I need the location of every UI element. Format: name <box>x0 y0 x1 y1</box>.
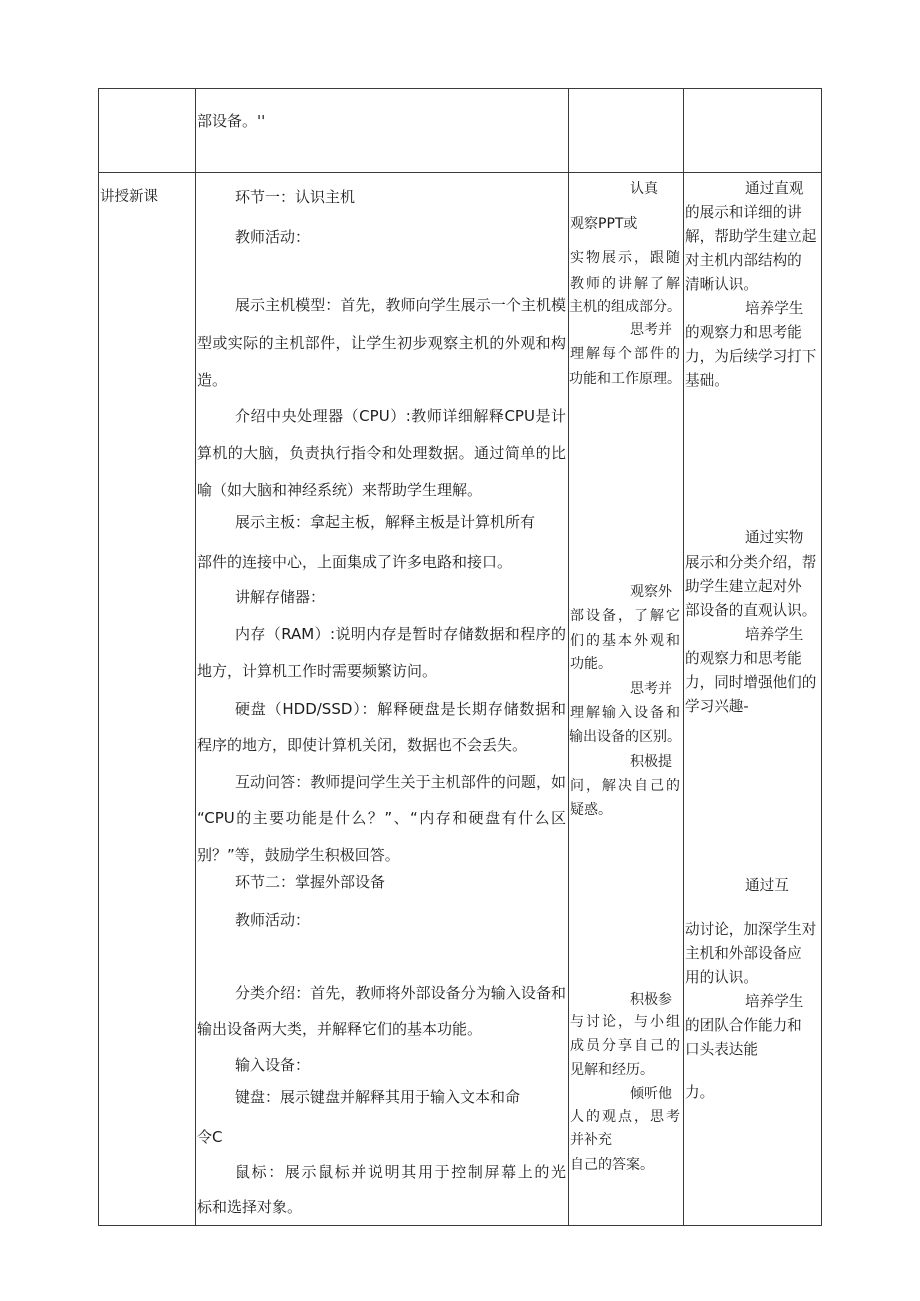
design-intent-line: 的团队合作能力和 <box>685 1017 802 1034</box>
design-intent-line: 通过直观 <box>745 180 804 197</box>
teacher-activity-line: 部件的连接中心，上面集成了许多电路和接口。 <box>197 553 513 571</box>
student-activity-line: 积极提 <box>630 754 672 770</box>
design-intent-line: 力，为后续学习打下 <box>685 348 817 365</box>
student-activity-line: 部设备，了解它 <box>570 608 680 624</box>
student-activity-line: 理解输入设备和 <box>570 705 680 721</box>
design-intent-line: 助学生建立起对外 <box>685 578 802 595</box>
teacher-activity-line: 展示主机模型：首先，教师向学生展示一个主机模 <box>235 296 566 314</box>
student-activity-line: 与讨论，与小组 <box>570 1014 680 1030</box>
design-intent-line: 口头表达能 <box>685 1041 758 1058</box>
teacher-activity-line: 键盘：展示键盘并解释其用于输入文本和命 <box>235 1088 521 1106</box>
design-intent-line: 力，同时增强他们的 <box>685 674 817 691</box>
section-heading: 环节二：掌握外部设备 <box>235 873 386 891</box>
design-intent-line: 基础。 <box>685 372 729 389</box>
teacher-activity-line: 输出设备两大类，并解释它们的基本功能。 <box>197 1020 483 1038</box>
teacher-activity-line: 内存（RAM）:说明内存是暂时存储数据和程序的 <box>235 625 566 643</box>
student-activity-line: 人的观点，思考 <box>570 1109 680 1125</box>
col-divider <box>568 88 569 1226</box>
student-activity-line: 理解每个部件的 <box>570 346 680 362</box>
design-intent-line: 清晰认识。 <box>685 276 758 293</box>
section-label: 讲授新课 <box>100 189 158 205</box>
table-top-border <box>98 88 822 89</box>
design-intent-line: 通过实物 <box>745 529 804 546</box>
design-intent-line: 培养学生 <box>745 300 804 317</box>
design-intent-line: 力。 <box>685 1084 715 1101</box>
teacher-activity-line: 硬盘（HDD/SSD）：解释硬盘是长期存储数据和 <box>235 700 566 718</box>
col-divider <box>683 88 684 1226</box>
table-bottom-border <box>98 1225 822 1226</box>
teacher-activity-line: 鼠标：展示鼠标并说明其用于控制屏幕上的光 <box>235 1163 566 1181</box>
design-intent-line: 解，帮助学生建立起 <box>685 228 817 245</box>
student-activity-line: 认真 <box>630 181 658 197</box>
student-activity-line: 教师的讲解了解 <box>570 276 680 292</box>
student-activity-line: 输出设备的区别。 <box>569 729 681 745</box>
table-left-border <box>98 88 99 1226</box>
teacher-activity-line: 喻（如大脑和神经系统）来帮助学生理解。 <box>197 481 483 499</box>
design-intent-line: 动讨论，加深学生对 <box>685 921 817 938</box>
teacher-activity-line: 标和选择对象。 <box>197 1198 303 1216</box>
teacher-activity-line: 别？”等，鼓励学生积极回答。 <box>197 846 400 864</box>
teacher-activity-line: 型或实际的主机部件，让学生初步观察主机的外观和构 <box>197 334 566 352</box>
teacher-activity-line: 介绍中央处理器（CPU）:教师详细解释CPU是计 <box>235 407 566 425</box>
teacher-activity-line: 互动问答：教师提问学生关于主机部件的问题，如 <box>235 773 566 791</box>
student-activity-line: 主机的组成部分。 <box>569 299 681 315</box>
student-activity-line: 观察PPT或 <box>570 216 638 232</box>
student-activity-line: 倾听他 <box>630 1086 672 1102</box>
student-activity-line: 见解和经历。 <box>570 1062 654 1078</box>
student-activity-line: 自己的答案。 <box>570 1157 654 1173</box>
teacher-activity-heading: 教师活动： <box>235 911 311 929</box>
student-activity-line: 并补充 <box>570 1132 612 1148</box>
student-activity-line: 问，解决自己的 <box>570 778 680 794</box>
design-intent-line: 部设备的直观认识。 <box>685 602 817 619</box>
row-divider <box>98 172 822 173</box>
student-activity-line: 观察外 <box>630 584 672 600</box>
teacher-activity-line: 输入设备： <box>235 1056 311 1074</box>
student-activity-line: 们的基本外观和 <box>570 633 680 649</box>
teacher-activity-line: 程序的地方，即使计算机关闭，数据也不会丢失。 <box>197 736 528 754</box>
design-intent-line: 用的认识。 <box>685 969 758 986</box>
table-right-border <box>821 88 822 1226</box>
design-intent-line: 对主机内部结构的 <box>685 252 802 269</box>
design-intent-line: 培养学生 <box>745 993 804 1010</box>
student-activity-line: 功能和工作原理。 <box>569 371 681 387</box>
design-intent-line: 学习兴趣- <box>685 698 749 715</box>
col-divider <box>195 88 196 1226</box>
student-activity-line: 思考并 <box>630 681 672 697</box>
teacher-activity-line: 造。 <box>197 371 228 389</box>
student-activity-line: 积极参 <box>630 992 672 1008</box>
design-intent-line: 主机和外部设备应 <box>685 945 802 962</box>
teacher-activity-line: 展示主板：拿起主板，解释主板是计算机所有 <box>235 513 536 531</box>
teacher-activity-line: “CPU的主要功能是什么？”、“内存和硬盘有什么区 <box>197 809 566 827</box>
student-activity-line: 成员分享自己的 <box>570 1038 680 1054</box>
teacher-activity-line: 地方，计算机工作时需要频繁访问。 <box>197 662 438 680</box>
teacher-activity-line: 讲解存储器： <box>235 588 326 606</box>
student-activity-line: 实物展示，跟随 <box>570 250 680 266</box>
teacher-activity-line: 算机的大脑，负责执行指令和处理数据。通过简单的比 <box>197 444 566 462</box>
design-intent-line: 的观察力和思考能 <box>685 324 802 341</box>
student-activity-line: 功能。 <box>570 656 612 672</box>
continued-text-line: 部设备。'' <box>197 112 266 130</box>
teacher-activity-line: 分类介绍：首先，教师将外部设备分为输入设备和 <box>235 984 566 1002</box>
design-intent-line: 培养学生 <box>745 626 804 643</box>
section-heading: 环节一：认识主机 <box>235 188 356 206</box>
student-activity-line: 思考并 <box>630 322 672 338</box>
student-activity-line: 疑惑。 <box>570 802 612 818</box>
design-intent-line: 的展示和详细的讲 <box>685 204 802 221</box>
teacher-activity-heading: 教师活动： <box>235 228 311 246</box>
design-intent-line: 的观察力和思考能 <box>685 650 802 667</box>
design-intent-line: 通过互 <box>745 877 789 894</box>
teacher-activity-line: 令C <box>197 1128 223 1146</box>
design-intent-line: 展示和分类介绍，帮 <box>685 554 817 571</box>
